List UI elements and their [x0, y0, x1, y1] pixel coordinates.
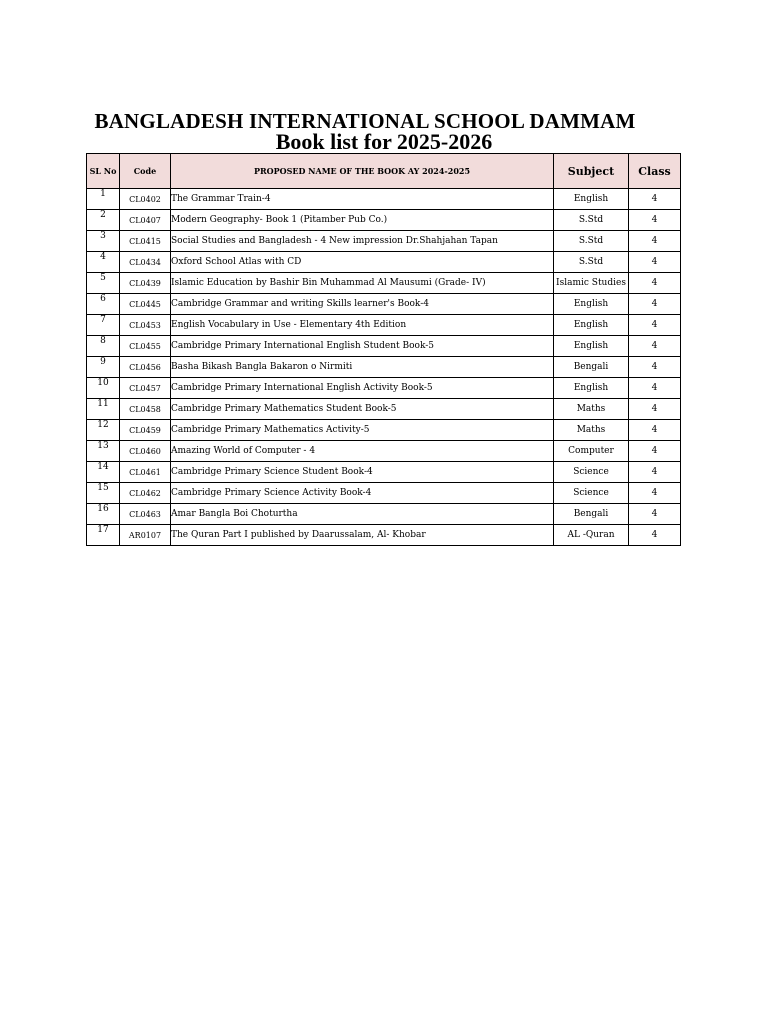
class-cell: 4 [629, 462, 681, 483]
table-row [87, 315, 681, 336]
table-row [87, 357, 681, 378]
book-name-cell: Cambridge Primary Science Student Book-4 [171, 462, 554, 483]
book-name-cell: Cambridge Primary Mathematics Activity-5 [171, 420, 554, 441]
book-name-cell: Amazing World of Computer - 4 [171, 441, 554, 462]
class-cell: 4 [629, 483, 681, 504]
class-cell: 4 [629, 210, 681, 231]
sl-no-cell: 4 [87, 252, 120, 273]
table-row [87, 420, 681, 441]
code-cell: CL0458 [120, 399, 171, 420]
code-cell: CL0457 [120, 378, 171, 399]
table-row [87, 273, 681, 294]
book-name-cell: Cambridge Grammar and writing Skills learner's Book-4 [171, 294, 554, 315]
code-cell: CL0439 [120, 273, 171, 294]
subject-cell: Maths [554, 399, 629, 420]
class-cell: 4 [629, 504, 681, 525]
table-row [87, 483, 681, 504]
table-row [87, 399, 681, 420]
table-row [87, 210, 681, 231]
code-cell: CL0462 [120, 483, 171, 504]
code-cell: CL0463 [120, 504, 171, 525]
table-row [87, 252, 681, 273]
sl-no-cell: 6 [87, 294, 120, 315]
table-header-row [87, 154, 681, 189]
document-title: Book list for 2025-2026 [275, 129, 493, 154]
book-name-cell: Modern Geography- Book 1 (Pitamber Pub Co.) [171, 210, 554, 231]
table-row [87, 504, 681, 525]
subject-cell: English [554, 315, 629, 336]
table-row [87, 189, 681, 210]
sl-no-cell: 12 [87, 420, 120, 441]
subject-cell: Science [554, 483, 629, 504]
book-name-cell: Cambridge Primary Mathematics Student Book-5 [171, 399, 554, 420]
sl-no-cell: 16 [87, 504, 120, 525]
code-cell: CL0445 [120, 294, 171, 315]
table-row [87, 462, 681, 483]
table-body [87, 189, 681, 546]
code-cell: CL0461 [120, 462, 171, 483]
sl-no-cell: 10 [87, 378, 120, 399]
code-cell: CL0460 [120, 441, 171, 462]
subject-cell: English [554, 294, 629, 315]
class-cell: 4 [629, 294, 681, 315]
code-cell: CL0402 [120, 189, 171, 210]
sl-no-cell: 11 [87, 399, 120, 420]
table-row [87, 525, 681, 546]
school-name: BANGLADESH INTERNATIONAL SCHOOL DAMMAM [94, 109, 636, 133]
code-cell: CL0455 [120, 336, 171, 357]
subject-cell: S.Std [554, 210, 629, 231]
book-name-cell: Cambridge Primary Science Activity Book-4 [171, 483, 554, 504]
book-name-cell: Cambridge Primary International English Activity Book-5 [171, 378, 554, 399]
subject-cell: Bengali [554, 504, 629, 525]
book-name-cell: Cambridge Primary International English Student Book-5 [171, 336, 554, 357]
code-cell: CL0453 [120, 315, 171, 336]
subject-cell: AL -Quran [554, 525, 629, 546]
class-cell: 4 [629, 525, 681, 546]
table-row [87, 231, 681, 252]
class-cell: 4 [629, 420, 681, 441]
class-cell: 4 [629, 252, 681, 273]
code-cell: CL0459 [120, 420, 171, 441]
class-cell: 4 [629, 336, 681, 357]
sl-no-cell: 5 [87, 273, 120, 294]
table-row [87, 294, 681, 315]
sl-no-cell: 2 [87, 210, 120, 231]
sl-no-cell: 15 [87, 483, 120, 504]
sl-no-cell: 8 [87, 336, 120, 357]
class-cell: 4 [629, 189, 681, 210]
sl-no-cell: 14 [87, 462, 120, 483]
class-cell: 4 [629, 273, 681, 294]
subject-cell: English [554, 189, 629, 210]
subject-cell: Islamic Studies [554, 273, 629, 294]
header-class: Class [629, 154, 681, 189]
book-name-cell: Amar Bangla Boi Choturtha [171, 504, 554, 525]
subject-cell: English [554, 378, 629, 399]
table-row [87, 441, 681, 462]
sl-no-cell: 1 [87, 189, 120, 210]
sl-no-cell: 13 [87, 441, 120, 462]
book-name-cell: Oxford School Atlas with CD [171, 252, 554, 273]
sl-no-cell: 17 [87, 525, 120, 546]
table-row [87, 378, 681, 399]
header-subject: Subject [554, 154, 629, 189]
subject-cell: Science [554, 462, 629, 483]
code-cell: AR0107 [120, 525, 171, 546]
class-cell: 4 [629, 399, 681, 420]
code-cell: CL0456 [120, 357, 171, 378]
book-name-cell: Basha Bikash Bangla Bakaron o Nirmiti [171, 357, 554, 378]
header-code: Code [120, 154, 171, 189]
sl-no-cell: 9 [87, 357, 120, 378]
book-name-cell: The Quran Part I published by Daarussalam, Al- Khobar [171, 525, 554, 546]
class-cell: 4 [629, 315, 681, 336]
code-cell: CL0434 [120, 252, 171, 273]
code-cell: CL0407 [120, 210, 171, 231]
subject-cell: Maths [554, 420, 629, 441]
class-cell: 4 [629, 357, 681, 378]
sl-no-cell: 7 [87, 315, 120, 336]
book-list-table [86, 153, 681, 546]
table-row [87, 336, 681, 357]
class-cell: 4 [629, 231, 681, 252]
class-cell: 4 [629, 441, 681, 462]
book-name-cell: The Grammar Train-4 [171, 189, 554, 210]
subject-cell: Computer [554, 441, 629, 462]
sl-no-cell: 3 [87, 231, 120, 252]
book-name-cell: Islamic Education by Bashir Bin Muhammad Al Mausumi (Grade- IV) [171, 273, 554, 294]
subject-cell: S.Std [554, 252, 629, 273]
subject-cell: S.Std [554, 231, 629, 252]
header-sl-no: SL No [87, 154, 120, 189]
book-name-cell: Social Studies and Bangladesh - 4 New impression Dr.Shahjahan Tapan [171, 231, 554, 252]
book-name-cell: English Vocabulary in Use - Elementary 4th Edition [171, 315, 554, 336]
code-cell: CL0415 [120, 231, 171, 252]
header-book-name: PROPOSED NAME OF THE BOOK AY 2024-2025 [171, 154, 554, 189]
subject-cell: English [554, 336, 629, 357]
subject-cell: Bengali [554, 357, 629, 378]
class-cell: 4 [629, 378, 681, 399]
